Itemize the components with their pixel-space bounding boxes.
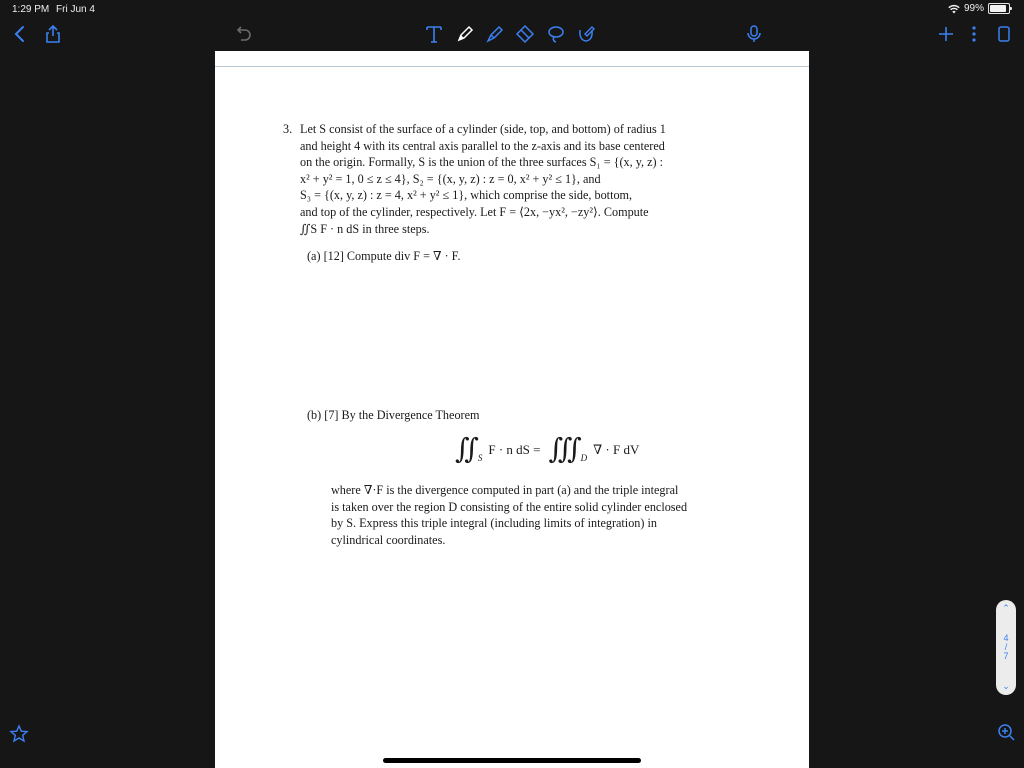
volume-subscript: D bbox=[580, 453, 588, 463]
problem-line: and top of the cylinder, respectively. Let F = ⟨2x, −yx², −zy²⟩. Compute bbox=[300, 204, 649, 219]
more-icon[interactable] bbox=[962, 22, 986, 46]
surface-subscript: S bbox=[477, 453, 483, 463]
problem-text bbox=[300, 121, 758, 237]
highlighter-icon[interactable] bbox=[483, 22, 507, 46]
status-bar bbox=[0, 0, 1024, 18]
toolbar bbox=[0, 18, 1024, 50]
favorite-star-icon[interactable] bbox=[9, 724, 29, 744]
status-right bbox=[948, 3, 1010, 14]
zoom-in-icon[interactable] bbox=[996, 722, 1016, 742]
problem-line: x² + y² = 1, 0 ≤ z ≤ 4}, S₂ = {(x, y, z) : z = 0, x² + y² ≤ 1}, and bbox=[300, 171, 601, 186]
add-icon[interactable] bbox=[934, 22, 958, 46]
where-line: cylindrical coordinates. bbox=[331, 532, 446, 547]
page-scroller[interactable] bbox=[996, 600, 1016, 695]
lasso-icon[interactable] bbox=[544, 22, 568, 46]
page-separator: / bbox=[1004, 642, 1008, 652]
rhs-integrand: ∇ · F dV bbox=[593, 442, 640, 457]
page-top-rule bbox=[215, 66, 809, 67]
problem-line: S₃ = {(x, y, z) : z = 4, x² + y² ≤ 1}, which comprise the side, bottom, bbox=[300, 188, 633, 203]
microphone-icon[interactable] bbox=[742, 22, 766, 46]
text-tool-icon[interactable] bbox=[422, 22, 446, 46]
document-page[interactable] bbox=[215, 51, 809, 768]
back-chevron-icon[interactable] bbox=[8, 22, 32, 46]
divergence-equation bbox=[455, 436, 639, 464]
page-indicator bbox=[1003, 634, 1008, 661]
chevron-down-icon[interactable]: ⌄ bbox=[1002, 681, 1010, 691]
lhs-integrand: F · n dS = bbox=[488, 442, 541, 457]
undo-icon[interactable] bbox=[231, 22, 255, 46]
problem-line: Let S consist of the surface of a cylinder (side, top, and bottom) of radius 1 bbox=[300, 122, 666, 136]
where-line: is taken over the region D consisting of the entire solid cylinder enclosed bbox=[331, 499, 688, 514]
shapes-icon[interactable] bbox=[574, 22, 598, 46]
volume-integral-sign: ∭ bbox=[548, 434, 575, 465]
status-date: Fri Jun 4 bbox=[56, 4, 95, 15]
problem-number: 3. bbox=[283, 122, 293, 136]
part-b-description bbox=[331, 482, 756, 548]
where-line: by S. Express this triple integral (including limits of integration) in bbox=[331, 516, 657, 531]
problem-line: on the origin. Formally, S is the union of the three surfaces S₁ = {(x, y, z) : bbox=[300, 155, 664, 170]
wifi-icon bbox=[948, 4, 960, 14]
chevron-up-icon[interactable]: ⌃ bbox=[1002, 603, 1010, 613]
problem-line: ∬S F · n dS in three steps. bbox=[300, 221, 430, 236]
home-indicator bbox=[383, 758, 641, 763]
problem-3 bbox=[283, 121, 758, 237]
share-icon[interactable] bbox=[41, 22, 65, 46]
status-time: 1:29 PM bbox=[12, 4, 50, 15]
eraser-icon[interactable] bbox=[513, 22, 537, 46]
battery-icon bbox=[988, 3, 1010, 14]
battery-percent: 99% bbox=[963, 3, 984, 14]
pen-icon[interactable] bbox=[453, 22, 477, 46]
surface-integral-sign: ∬ bbox=[455, 434, 472, 465]
pages-icon[interactable] bbox=[991, 22, 1015, 46]
part-a: (a) [12] Compute div F = ∇ · F. bbox=[307, 249, 461, 263]
part-b: (b) [7] By the Divergence Theorem bbox=[307, 408, 480, 422]
total-pages: 7 bbox=[1003, 651, 1009, 661]
current-page: 4 bbox=[1003, 633, 1009, 643]
problem-line: and height 4 with its central axis parallel to the z-axis and its base centered bbox=[300, 138, 665, 153]
where-line: where ∇·F is the divergence computed in part (a) and the triple integral bbox=[331, 483, 679, 497]
